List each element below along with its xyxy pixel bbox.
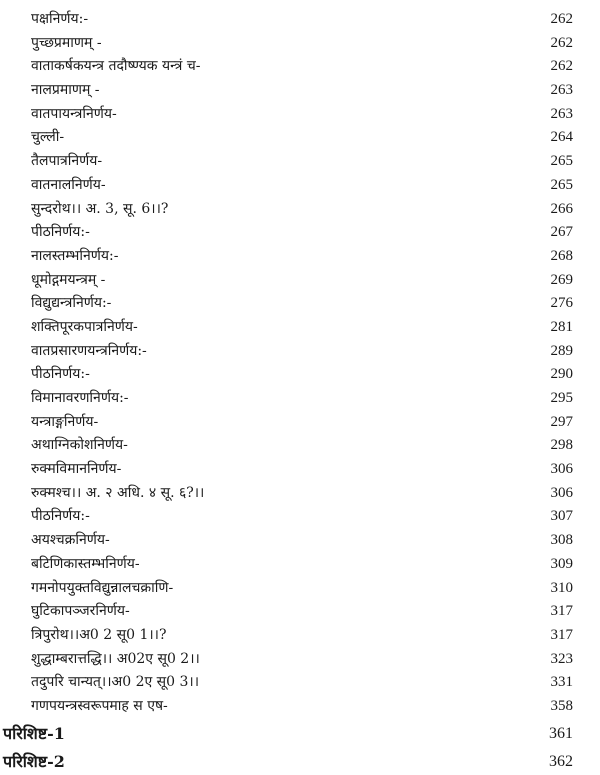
toc-entry: [0, 529, 600, 553]
toc-entry-page: 308: [550, 532, 573, 549]
toc-entry-page: 317: [550, 626, 573, 643]
toc-entry-page: 263: [550, 105, 573, 122]
toc-entry-page: 297: [550, 413, 573, 430]
toc-entry: [0, 434, 600, 458]
toc-entry: [0, 292, 600, 316]
toc-entry-page: 268: [550, 247, 573, 264]
toc-entry-page: 262: [550, 58, 573, 75]
toc-entry-title: रुक्मविमाननिर्णय-: [31, 461, 122, 478]
toc-entry-page: 298: [550, 437, 573, 454]
toc-entry: [0, 624, 600, 648]
toc-entry-title: घुटिकापञ्जरनिर्णय-: [31, 603, 130, 620]
toc-entry: [0, 458, 600, 482]
toc-entry-page: 331: [550, 674, 573, 691]
toc-entry-title: पीठनिर्णय:-: [31, 366, 90, 383]
toc-entry-page: 290: [550, 366, 573, 383]
table-of-contents: [0, 8, 600, 775]
toc-entry: [0, 8, 600, 32]
toc-appendix-title: परिशिष्ट-2: [3, 751, 65, 771]
toc-appendix-entry: [0, 721, 600, 747]
toc-entry: [0, 55, 600, 79]
toc-entry-title: पीठनिर्णय:-: [31, 508, 90, 525]
toc-entry-title: अयश्चक्रनिर्णय-: [31, 532, 110, 549]
toc-appendix-page: 362: [549, 752, 573, 770]
toc-entry-title: पक्षनिर्णय:-: [31, 11, 89, 27]
toc-entry-title: यन्त्राङ्गनिर्णय-: [31, 413, 99, 430]
toc-entry-title: नालस्तम्भनिर्णय:-: [31, 247, 119, 264]
toc-entry-page: 309: [550, 555, 573, 572]
toc-entry: [0, 363, 600, 387]
toc-entry-title: वातप्रसारणयन्त्रनिर्णय:-: [31, 342, 147, 359]
toc-entry-page: 266: [550, 200, 573, 217]
toc-entry: [0, 577, 600, 601]
toc-entry: [0, 245, 600, 269]
toc-appendix-page: 361: [549, 724, 573, 742]
toc-entry-title: विमानावरणनिर्णय:-: [31, 390, 129, 406]
toc-entry: [0, 553, 600, 577]
toc-entry-page: 317: [550, 603, 573, 620]
toc-entry-page: 262: [550, 11, 573, 27]
toc-entry-page: 307: [550, 508, 573, 525]
toc-entry-page: 323: [550, 650, 573, 667]
toc-entry-title: सुन्दरोथ।। अ. 3, सू. 6।।?: [31, 200, 169, 217]
toc-entry-page: 262: [550, 34, 573, 51]
toc-entry-title: पुच्छप्रमाणम् -: [31, 34, 102, 51]
toc-appendix-title: परिशिष्ट-1: [3, 723, 65, 743]
toc-entry: [0, 126, 600, 150]
toc-entry-page: 269: [550, 271, 573, 288]
toc-entry-page: 264: [550, 129, 573, 146]
toc-entry-title: त्रिपुरोथ।।अ0 2 सू0 1।।?: [31, 626, 167, 643]
toc-entry-title: नालप्रमाणम् -: [31, 82, 100, 99]
toc-entry-title: गमनोपयुक्तविद्युन्नालचक्राणि-: [31, 579, 174, 596]
toc-entry: [0, 269, 600, 293]
toc-entry: [0, 505, 600, 529]
toc-entry-page: 289: [550, 342, 573, 359]
toc-entry-title: चुल्ली-: [31, 129, 65, 146]
toc-entry-page: 310: [550, 579, 573, 596]
toc-entry: [0, 221, 600, 245]
toc-entry: [0, 648, 600, 672]
toc-entry: [0, 340, 600, 364]
toc-entry: [0, 198, 600, 222]
toc-entry-title: रुक्मश्च।। अ. २ अधि. ४ सू. ६?।।: [31, 484, 205, 501]
toc-entry-page: 295: [550, 390, 573, 406]
toc-entry-title: धूमोद्गमयन्त्रम् -: [31, 271, 106, 288]
toc-entry-page: 267: [550, 224, 573, 241]
toc-entry-page: 263: [550, 82, 573, 99]
toc-entry-page: 306: [550, 484, 573, 501]
toc-entry-title: शुद्धाम्बरात्तद्धि।। अ02ए सू0 2।।: [31, 650, 200, 667]
toc-entry-title: तदुपरि चान्यत्।।अ0 2ए सू0 3।।: [31, 674, 200, 691]
toc-entry-title: वातनालनिर्णय-: [31, 176, 106, 193]
toc-entry: [0, 671, 600, 695]
toc-entry-page: 265: [550, 176, 573, 193]
toc-entry: [0, 150, 600, 174]
toc-entry-title: विद्युद्यन्त्रनिर्णय:-: [31, 295, 112, 312]
toc-entry: [0, 387, 600, 411]
toc-entry: [0, 695, 600, 719]
toc-entry-title: वातपायन्त्रनिर्णय-: [31, 105, 117, 122]
toc-entry-title: गणपयन्त्रस्वरूपमाह स एष-: [31, 697, 168, 714]
toc-entry: [0, 482, 600, 506]
toc-entry: [0, 411, 600, 435]
toc-entry-title: अथाग्निकोशनिर्णय-: [31, 437, 128, 454]
toc-entry: [0, 79, 600, 103]
toc-entry-title: शक्तिपूरकपात्रनिर्णय-: [31, 318, 138, 335]
toc-entry-page: 358: [550, 697, 573, 714]
toc-entry-page: 265: [550, 153, 573, 170]
toc-entry: [0, 316, 600, 340]
toc-entry: [0, 32, 600, 56]
toc-entry: [0, 600, 600, 624]
toc-appendix-entry: [0, 749, 600, 775]
toc-entry-page: 281: [550, 318, 573, 335]
toc-entry-title: तैलपात्रनिर्णय-: [31, 153, 103, 170]
toc-entry-title: पीठनिर्णय:-: [31, 224, 90, 241]
toc-entry-title: बटिणिकास्तम्भनिर्णय-: [31, 555, 140, 572]
toc-entry-page: 276: [550, 295, 573, 312]
toc-entry: [0, 174, 600, 198]
toc-entry-page: 306: [550, 461, 573, 478]
toc-entry-title: वाताकर्षकयन्त्र तदौष्ण्यक यन्त्रं च-: [31, 58, 201, 75]
toc-entry: [0, 103, 600, 127]
